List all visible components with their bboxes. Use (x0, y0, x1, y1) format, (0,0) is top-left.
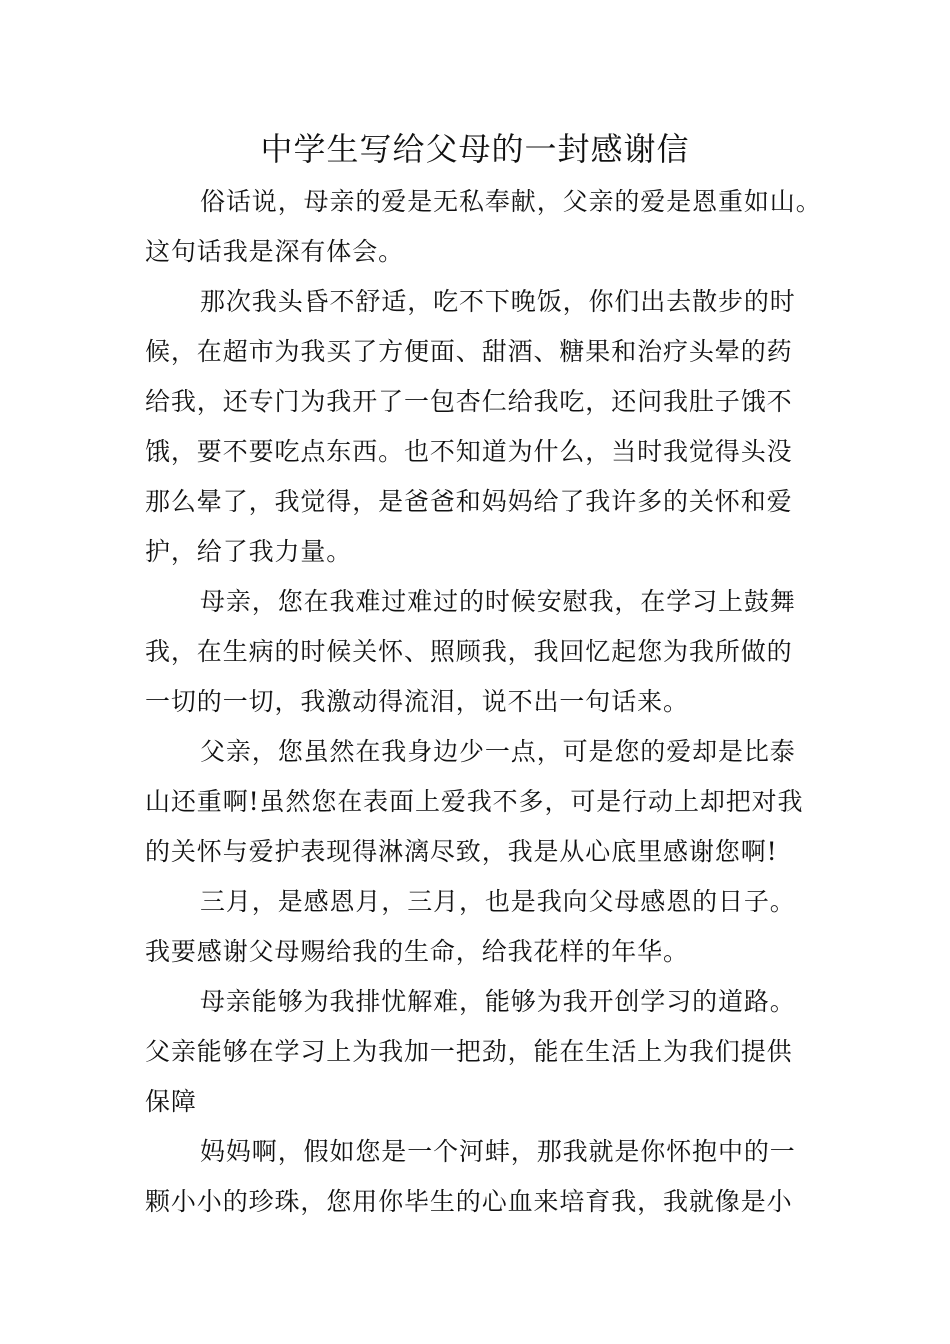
paragraph-line: 母亲，您在我难过难过的时候安慰我，在学习上鼓舞 (200, 587, 796, 616)
paragraph-line: 妈妈啊，假如您是一个河蚌，那我就是你怀抱中的一 (200, 1137, 796, 1166)
paragraph-line: 我，在生病的时候关怀、照顾我，我回忆起您为我所做的 (145, 637, 793, 666)
paragraph-line: 饿，要不要吃点东西。也不知道为什么，当时我觉得头没 (145, 437, 793, 466)
paragraph-line: 保障 (145, 1087, 197, 1116)
paragraph-line: 候，在超市为我买了方便面、甜酒、糖果和治疗头晕的药 (145, 337, 793, 366)
paragraph-line: 俗话说，母亲的爱是无私奉献，父亲的爱是恩重如山。 (200, 187, 822, 216)
document-title: 中学生写给父母的一封感谢信 (260, 130, 690, 168)
paragraph-line: 母亲能够为我排忧解难，能够为我开创学习的道路。 (200, 987, 796, 1016)
paragraph-line: 给我，还专门为我开了一包杏仁给我吃，还问我肚子饿不 (145, 387, 793, 416)
paragraph-line: 我要感谢父母赐给我的生命，给我花样的年华。 (145, 937, 689, 966)
paragraph-line: 父亲能够在学习上为我加一把劲，能在生活上为我们提供 (145, 1037, 793, 1066)
paragraph-line: 山还重啊!虽然您在表面上爱我不多，可是行动上却把对我 (145, 787, 804, 816)
paragraph-line: 颗小小的珍珠，您用你毕生的心血来培育我，我就像是小 (145, 1187, 793, 1216)
paragraph-line: 父亲，您虽然在我身边少一点，可是您的爱却是比泰 (200, 737, 796, 766)
paragraph-line: 一切的一切，我激动得流泪，说不出一句话来。 (145, 687, 689, 716)
paragraph-line: 那次我头昏不舒适，吃不下晚饭，你们出去散步的时 (200, 287, 796, 316)
paragraph-line: 护，给了我力量。 (145, 537, 353, 566)
paragraph-line: 那么晕了，我觉得，是爸爸和妈妈给了我许多的关怀和爱 (145, 487, 793, 516)
paragraph-line: 的关怀与爱护表现得淋漓尽致，我是从心底里感谢您啊! (145, 837, 778, 866)
letter-body (145, 177, 822, 1227)
paragraph-line: 这句话我是深有体会。 (145, 237, 405, 266)
paragraph-line: 三月，是感恩月，三月，也是我向父母感恩的日子。 (200, 887, 796, 916)
